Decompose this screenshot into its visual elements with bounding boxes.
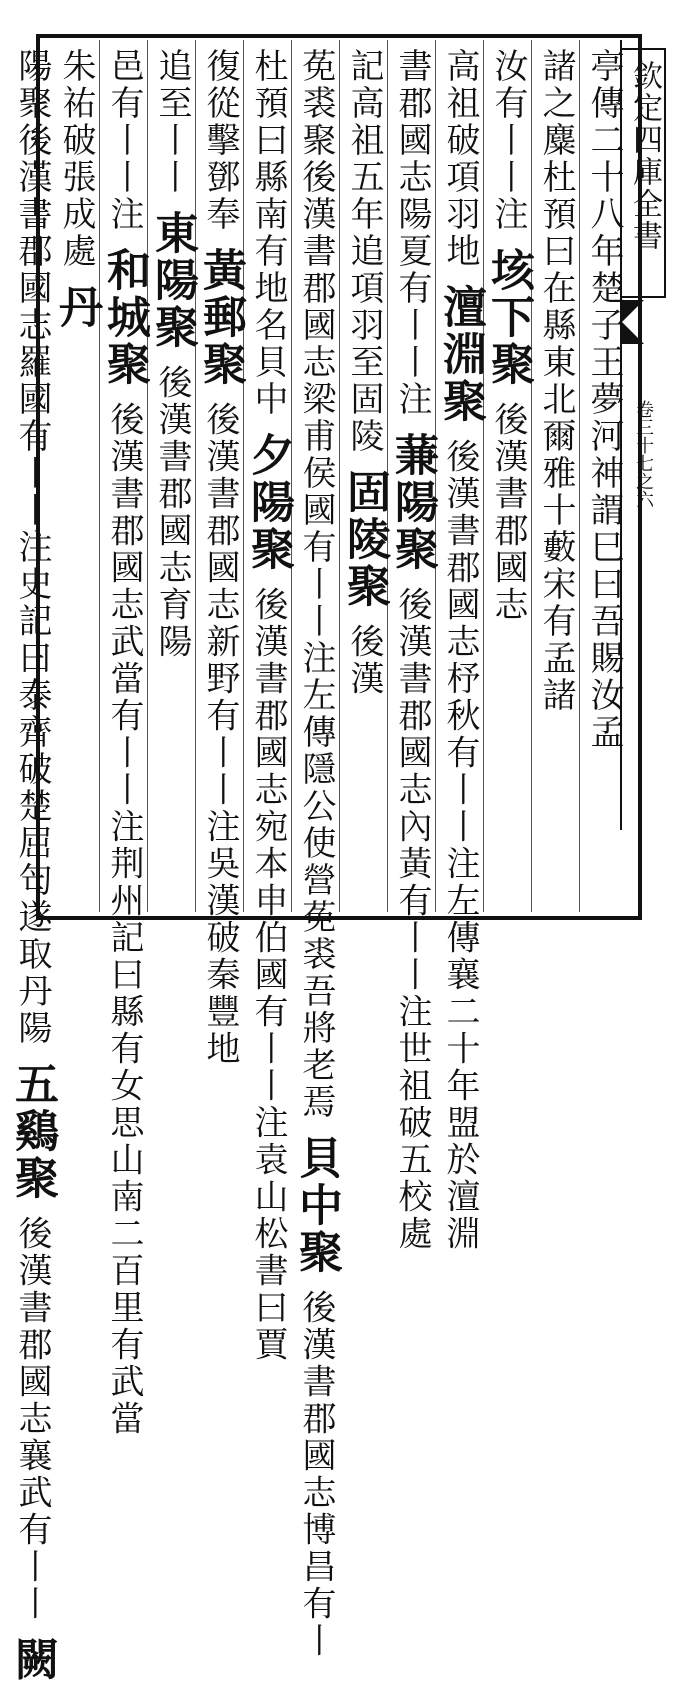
column-text: 汝有丨丨注	[488, 48, 528, 233]
column-text: 朱祐破張成處	[56, 48, 96, 270]
column-rule	[195, 40, 196, 912]
column-text: 高祖破項羽地	[440, 48, 480, 270]
column-text: 莬裘聚後漢書郡國志梁甫侯國有丨丨注左傳隱公使營莬裘吾將老焉	[296, 48, 336, 1121]
heading-gaixia: 垓下聚	[483, 246, 534, 388]
heading-dongyang: 東陽聚	[147, 209, 198, 351]
text-column-12	[51, 48, 102, 910]
heading-jianyang: 蒹陽聚	[387, 431, 438, 573]
note-jianyang: 後漢書郡國志內黃有丨丨注世祖破五校處	[392, 586, 432, 1253]
column-text: 杜預曰縣南有地名貝中	[248, 48, 288, 418]
heading-dan: 丹	[51, 283, 102, 331]
text-column-3	[483, 48, 534, 910]
glyph-que: 闕	[7, 1636, 58, 1683]
note-hecheng: 後漢書郡國志武當有丨丨注荆州記曰縣有女思山南二百里有武當	[104, 401, 144, 1438]
note-beizhong: 後漢書郡國志博昌有丨	[296, 1289, 336, 1660]
column-rule	[99, 40, 100, 912]
text-column-6	[339, 48, 390, 910]
column-rule	[579, 40, 580, 912]
heading-beizhong: 貝中聚	[291, 1134, 342, 1276]
note-tanyuan: 後漢書郡國志杼秋有丨丨注左傳襄二十年盟於澶淵	[440, 438, 480, 1253]
column-text: 邑有丨丨注	[104, 48, 144, 233]
note-gaixia: 後漢書郡國志	[488, 401, 528, 624]
heading-xiyang: 夕陽聚	[243, 431, 294, 573]
heading-wuji: 五鷄聚	[7, 1060, 58, 1202]
text-column-8	[243, 48, 294, 1364]
column-rule	[531, 40, 532, 912]
text-column-1	[582, 48, 626, 910]
note-xiyang: 後漢書郡國志宛本申伯國有丨丨注袁山松書曰賈	[248, 586, 288, 1364]
heading-tanyuan: 澶淵聚	[435, 283, 486, 425]
column-text: 陽聚後漢書郡國志羅國有丨丨注史記曰泰齊破楚屈匄遂取丹陽	[12, 48, 52, 1047]
heading-guling: 固陵聚	[339, 468, 390, 610]
column-rule	[147, 40, 148, 912]
text-column-7	[291, 48, 342, 1660]
heading-huangyou: 黃郵聚	[195, 246, 246, 388]
text-column-5	[387, 48, 438, 1253]
column-rule	[483, 40, 484, 912]
text-column-10	[147, 48, 198, 910]
column-text: 書郡國志陽夏有丨丨注	[392, 48, 432, 418]
column-text: 記高祖五年追項羽至固陵	[344, 48, 384, 455]
note-wuji: 後漢書郡國志襄武有丨丨	[12, 1215, 52, 1623]
heading-hecheng: 和城聚	[99, 246, 150, 388]
column-text: 復從擊鄧奉	[200, 48, 240, 233]
text-column-11	[99, 48, 150, 1438]
column-text: 追至丨丨	[152, 48, 192, 196]
text-column-13	[6, 48, 58, 1683]
note-guling: 後漢	[344, 623, 384, 698]
text-column-2	[534, 48, 578, 910]
column-text: 亭傳二十八年楚子王夢河神謂巳曰吾賜汝孟	[584, 48, 624, 751]
note-dongyang: 後漢書郡國志育陽	[152, 364, 192, 661]
volume-label: 卷三十七之六	[633, 400, 654, 508]
text-column-4	[435, 48, 486, 1253]
note-huangyou: 後漢書郡國志新野有丨丨注吳漢破秦豐地	[200, 401, 240, 1068]
column-text: 諸之麋杜預曰在縣東北爾雅十藪宋有孟諸	[536, 48, 576, 714]
text-column-9	[195, 48, 246, 1068]
book-title: 欽定四庫全書	[627, 60, 662, 252]
